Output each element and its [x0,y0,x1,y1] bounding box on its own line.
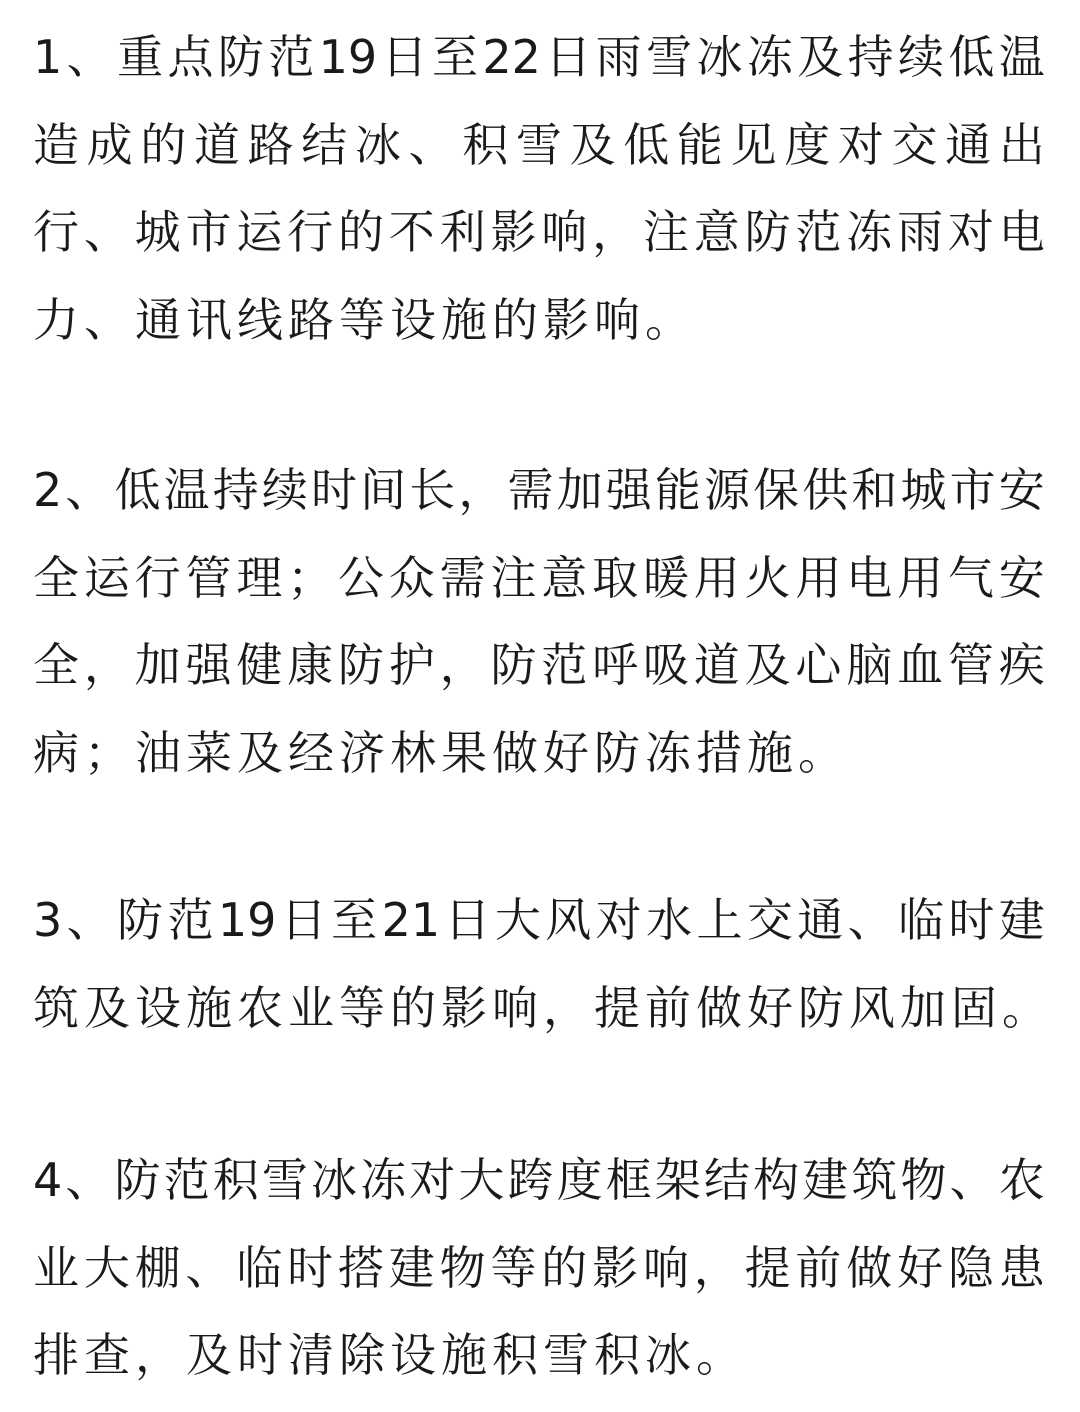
glyph: 强 [185,638,232,692]
glyph: 雪 [261,1153,308,1207]
glyph: 重 [117,30,164,84]
glyph: 注 [642,205,689,259]
glyph: 电 [846,551,893,605]
glyph: 架 [654,1153,701,1207]
glyph: 路 [247,118,294,172]
glyph: 通 [945,118,992,172]
glyph: 雨 [897,205,944,259]
glyph: 的 [140,118,187,172]
glyph: 前 [795,1241,842,1295]
glyph: 临 [898,893,945,947]
glyph: 道 [693,638,740,692]
glyph: ， [83,638,130,692]
glyph: 、 [83,205,130,259]
glyph: 影 [490,205,537,259]
paragraph-2-line-1 [33,460,1045,520]
glyph: 护 [388,638,435,692]
paragraph-2-line-3 [33,635,1045,695]
glyph: 行 [287,205,334,259]
glyph: 续 [261,463,308,517]
glyph: 对 [409,1153,456,1207]
glyph: 做 [846,1241,893,1295]
glyph: 时 [948,893,995,947]
glyph: 气 [947,551,994,605]
glyph: 和 [851,463,898,517]
glyph: 不 [388,205,435,259]
glyph: 大 [458,1153,505,1207]
glyph: ， [439,638,486,692]
glyph: 19 [217,893,277,947]
glyph: 运 [236,205,283,259]
glyph: 防 [117,893,164,947]
glyph: 好 [897,1241,944,1295]
glyph: 大 [494,893,541,947]
glyph: 全 [33,551,79,605]
glyph: 持 [212,463,259,517]
glyph: 用 [795,551,842,605]
glyph: 安 [998,463,1045,517]
paragraph-2-line-4: 病；油菜及经济林果做好防冻措施。 [33,726,849,780]
glyph: 提 [744,1241,791,1295]
glyph: 众 [388,551,435,605]
glyph: 等 [490,1241,537,1295]
glyph: 对 [837,118,884,172]
glyph: 积 [212,1153,259,1207]
glyph: 全 [33,638,79,692]
glyph: 长 [409,463,456,517]
glyph: 康 [287,638,334,692]
glyph: 呼 [592,638,639,692]
glyph: 暖 [642,551,689,605]
glyph: 温 [163,463,210,517]
glyph: 温 [998,30,1045,84]
glyph: 、 [66,893,113,947]
glyph: 冰 [311,1153,358,1207]
glyph: 21 [381,893,441,947]
glyph: 冰 [354,118,401,172]
paragraph-3-line-1 [33,890,1045,950]
glyph: 、 [65,1153,112,1207]
glyph: 心 [795,638,842,692]
glyph: 用 [693,551,740,605]
paragraph-4-line-2 [33,1238,1045,1298]
glyph: 影 [592,1241,639,1295]
glyph: 出 [998,118,1045,172]
glyph: 隐 [947,1241,994,1295]
glyph: 上 [696,893,743,947]
glyph: 日 [444,893,491,947]
glyph: 加 [134,638,181,692]
glyph: 、 [949,1153,996,1207]
glyph: 度 [784,118,831,172]
glyph: 度 [556,1153,603,1207]
glyph: 、 [408,118,455,172]
paragraph-4-line-1 [33,1150,1045,1210]
glyph: 公 [337,551,384,605]
glyph: 结 [704,1153,751,1207]
glyph: 市 [185,205,232,259]
glyph: 范 [795,205,842,259]
glyph: 日 [280,893,327,947]
glyph: 利 [439,205,486,259]
glyph: 血 [897,638,944,692]
glyph: 3 [33,893,63,947]
glyph: 对 [595,893,642,947]
glyph: 建 [998,893,1045,947]
glyph: 取 [592,551,639,605]
glyph: 时 [287,1241,334,1295]
glyph: 冻 [846,205,893,259]
glyph: 响 [642,1241,689,1295]
glyph: 搭 [337,1241,384,1295]
glyph: 范 [268,30,315,84]
glyph: 日 [381,30,428,84]
glyph: 理 [236,551,283,605]
glyph: 及 [744,638,791,692]
glyph: 至 [331,893,378,947]
glyph: 、 [66,30,113,84]
glyph: 风 [545,893,592,947]
glyph: 通 [797,893,844,947]
glyph: ， [592,205,639,259]
glyph: 建 [388,1241,435,1295]
glyph: 管 [947,638,994,692]
glyph: 日 [545,30,592,84]
glyph: 健 [236,638,283,692]
glyph: 时 [311,463,358,517]
glyph: 能 [654,463,701,517]
glyph: 低 [948,30,995,84]
glyph: 意 [541,551,588,605]
paragraph-3-line-2: 筑及设施农业等的影响，提前做好防风加固。 [33,981,1053,1035]
paragraph-1-line-3 [33,202,1045,262]
glyph: 交 [891,118,938,172]
glyph: 2 [33,463,63,517]
glyph: 行 [33,205,79,259]
glyph: 能 [676,118,723,172]
glyph: 需 [439,551,486,605]
glyph: 物 [900,1153,947,1207]
glyph: 用 [897,551,944,605]
glyph: 大 [83,1241,130,1295]
paragraph-1-line-2 [33,115,1045,175]
glyph: 低 [114,463,161,517]
glyph: 城 [134,205,181,259]
glyph: 点 [167,30,214,84]
glyph: 防 [744,205,791,259]
glyph: 雪 [646,30,693,84]
glyph: 对 [947,205,994,259]
glyph: 积 [462,118,509,172]
glyph: 框 [605,1153,652,1207]
glyph: 结 [301,118,348,172]
glyph: 建 [802,1153,849,1207]
glyph: 的 [337,205,384,259]
glyph: ， [693,1241,740,1295]
glyph: 造 [33,118,79,172]
glyph: 筑 [851,1153,898,1207]
glyph: 吸 [642,638,689,692]
glyph: 冰 [696,30,743,84]
paragraph-2-line-2 [33,548,1045,608]
glyph: 强 [605,463,652,517]
glyph: 续 [898,30,945,84]
glyph: 供 [802,463,849,517]
glyph: 低 [623,118,670,172]
glyph: 的 [541,1241,588,1295]
glyph: 冻 [746,30,793,84]
glyph: 需 [507,463,554,517]
glyph: 见 [730,118,777,172]
glyph: 行 [134,551,181,605]
glyph: 成 [86,118,133,172]
glyph: 市 [949,463,996,517]
glyph: 交 [746,893,793,947]
glyph: 农 [998,1153,1045,1207]
glyph: 水 [646,893,693,947]
glyph: 构 [753,1153,800,1207]
glyph: 19 [318,30,378,84]
glyph: 范 [167,893,214,947]
glyph: 源 [704,463,751,517]
glyph: 及 [569,118,616,172]
glyph: 业 [33,1241,79,1295]
glyph: 22 [482,30,541,84]
glyph: 棚 [134,1241,181,1295]
glyph: 患 [998,1241,1045,1295]
glyph: 意 [693,205,740,259]
glyph: 4 [33,1153,63,1207]
glyph: 疾 [998,638,1045,692]
glyph: 安 [998,551,1045,605]
glyph: 加 [556,463,603,517]
glyph: 雪 [515,118,562,172]
glyph: 火 [744,551,791,605]
glyph: 及 [797,30,844,84]
glyph: ， [458,463,505,517]
paragraph-1-line-4: 力、通讯线路等设施的影响。 [33,293,696,347]
glyph: ； [287,551,334,605]
glyph: 运 [83,551,130,605]
glyph: 管 [185,551,232,605]
glyph: 电 [998,205,1045,259]
glyph: 范 [541,638,588,692]
glyph: 防 [217,30,264,84]
glyph: 持 [847,30,894,84]
paragraph-4-line-3: 排查，及时清除设施积雪积冰。 [33,1328,747,1382]
glyph: 道 [193,118,240,172]
glyph: 1 [33,30,63,84]
glyph: 间 [360,463,407,517]
glyph: 、 [847,893,894,947]
glyph: 临 [236,1241,283,1295]
glyph: 响 [541,205,588,259]
glyph: 防 [337,638,384,692]
glyph: 范 [163,1153,210,1207]
glyph: 冻 [360,1153,407,1207]
glyph: 至 [431,30,478,84]
glyph: 注 [490,551,537,605]
glyph: 物 [439,1241,486,1295]
glyph: 、 [185,1241,232,1295]
paragraph-1-line-1 [33,27,1045,87]
glyph: 、 [65,463,112,517]
glyph: 保 [753,463,800,517]
glyph: 防 [490,638,537,692]
glyph: 城 [900,463,947,517]
glyph: 脑 [846,638,893,692]
glyph: 防 [114,1153,161,1207]
glyph: 跨 [507,1153,554,1207]
glyph: 雨 [595,30,642,84]
